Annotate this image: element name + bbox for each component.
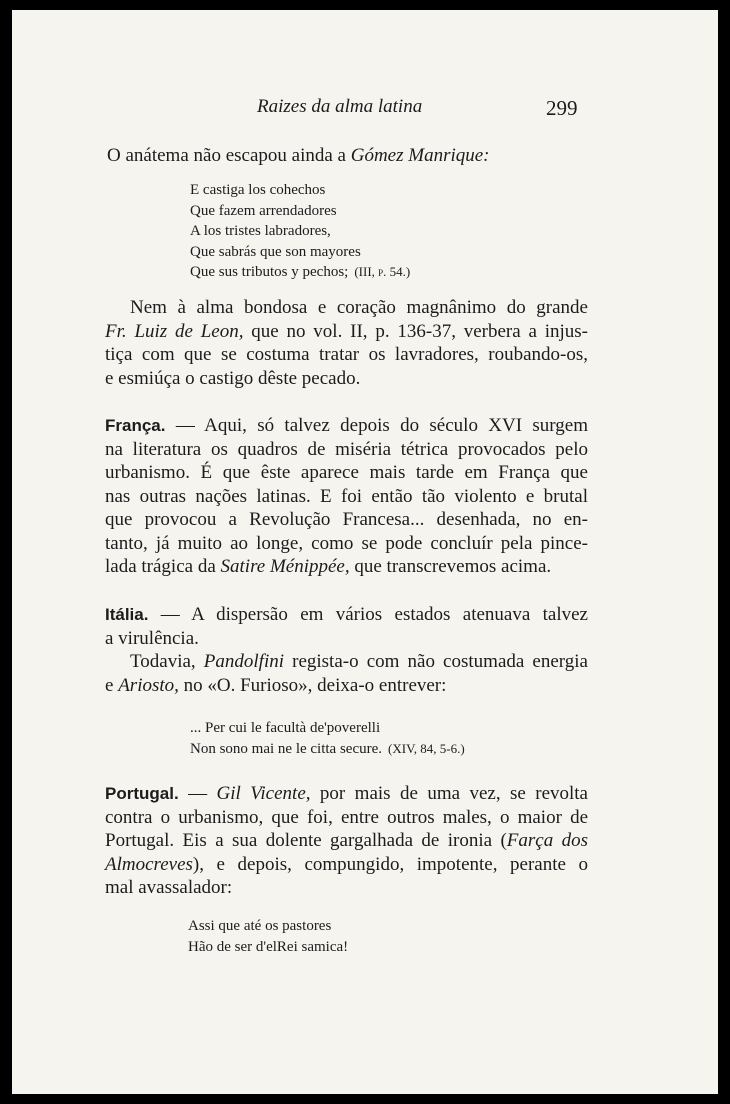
verse-line: A los tristes labradores, bbox=[190, 223, 331, 239]
author-gomez-manrique: Gómez Manrique: bbox=[350, 145, 490, 166]
verse-line: E castiga los cohechos bbox=[190, 182, 326, 198]
page-number: 299 bbox=[546, 96, 578, 120]
text-line: Portugal. — Gil Vicente, por mais de uma vez, se revolta bbox=[105, 783, 588, 804]
text-line: lada trágica da Satire Ménippée, que transcrevemos acima. bbox=[105, 556, 552, 577]
verse-line: Que fazem arrendadores bbox=[190, 202, 337, 219]
text-line: Portugal. Eis a sua dolente gargalhada de ironia (Farça dos bbox=[105, 830, 589, 851]
section-italia bbox=[105, 603, 588, 697]
verse-reference: (III, p. 54.) bbox=[354, 264, 411, 279]
paragraph-fr-luiz bbox=[105, 296, 588, 390]
title-farca-dos-almocreves-cont: Almocreves bbox=[105, 853, 193, 875]
text-line: Almocreves), e depois, compungido, impotente, perante o bbox=[105, 853, 588, 875]
text-line: nas outras nações latinas. E foi então tão violento e brutal bbox=[105, 485, 588, 507]
text-line: e esmiúça o castigo dêste pecado. bbox=[105, 367, 361, 389]
verse-block-1 bbox=[190, 180, 410, 283]
author-pandolfini: Pandolfini bbox=[203, 651, 285, 672]
intro-line bbox=[107, 144, 490, 168]
running-header bbox=[12, 96, 718, 120]
header-title: Raizes da alma latina bbox=[257, 96, 423, 117]
intro-text: O anátema não escapou ainda a bbox=[107, 145, 351, 166]
verse-line: Que sabrás que son mayores bbox=[190, 243, 361, 260]
section-franca bbox=[105, 414, 588, 579]
author-ariosto: Ariosto, bbox=[118, 674, 179, 696]
author-gil-vicente: Gil Vicente, bbox=[216, 783, 311, 804]
title-satire-menippee: Satire Ménippée, bbox=[220, 556, 350, 577]
section-heading-italia: Itália. bbox=[105, 605, 149, 624]
text-line: mal avassalador: bbox=[105, 877, 233, 898]
author-luiz-de-leon: Fr. Luiz de Leon, bbox=[105, 320, 244, 342]
text-line: urbanismo. É que êste aparece mais tarde em França que bbox=[105, 462, 588, 483]
text-line: que provocou a Revolução Francesa... desenhada, no en- bbox=[105, 509, 588, 530]
text-line: contra o urbanismo, que foi, entre outros males, o maior de bbox=[105, 806, 588, 828]
text-line: Todavia, Pandolfini regista-o com não costumada energia bbox=[130, 651, 588, 672]
verse-line: Non sono mai ne le citta secure. (XIV, 84, 5-6.) bbox=[190, 740, 465, 757]
title-farca-dos-almocreves: Farça dos bbox=[506, 830, 589, 851]
verse-line: Assi que até os pastores bbox=[188, 918, 332, 934]
verse-block-3 bbox=[188, 916, 348, 957]
text-line: Nem à alma bondosa e coração magnânimo do grande bbox=[130, 297, 588, 318]
text-line: na literatura os quadros de miséria tétrica provocados pelo bbox=[105, 438, 588, 460]
section-heading-portugal: Portugal. bbox=[105, 784, 179, 803]
text-line: a virulência. bbox=[105, 627, 199, 649]
section-portugal bbox=[105, 782, 588, 900]
text-line: e Ariosto, no «O. Furioso», deixa-o entrever: bbox=[105, 674, 447, 696]
text-line: tiça com que se costuma tratar os lavradores, roubando-os, bbox=[105, 344, 588, 365]
text-line: Fr. Luiz de Leon, que no vol. II, p. 136-37, verbera a injus- bbox=[105, 320, 588, 342]
book-page bbox=[12, 10, 718, 1094]
text-line: Itália. — A dispersão em vários estados atenuava talvez bbox=[105, 604, 588, 625]
verse-line: Que sus tributos y pechos; (III, p. 54.) bbox=[190, 264, 411, 280]
text-line: tanto, já muito ao longe, como se pode concluír pela pince- bbox=[105, 532, 588, 554]
verse-line: ... Per cui le facultà de'poverelli bbox=[190, 720, 381, 736]
verse-block-2 bbox=[190, 718, 465, 759]
verse-reference: (XIV, 84, 5-6.) bbox=[388, 740, 465, 756]
section-heading-franca: França. bbox=[105, 416, 166, 435]
verse-line: Hão de ser d'elRei samica! bbox=[188, 938, 349, 955]
text-line: França. — Aqui, só talvez depois do século XVI surgem bbox=[105, 415, 588, 436]
